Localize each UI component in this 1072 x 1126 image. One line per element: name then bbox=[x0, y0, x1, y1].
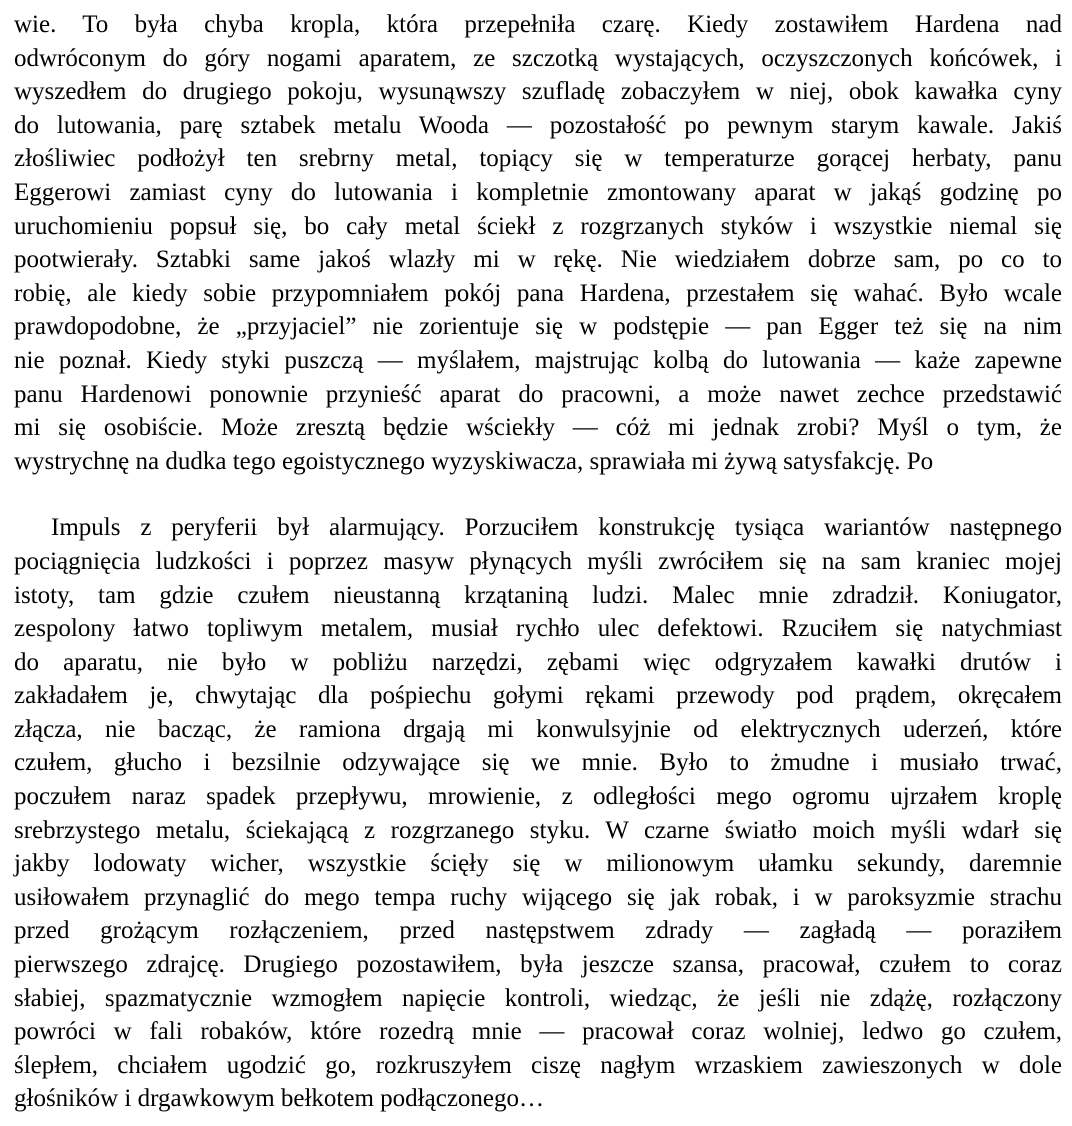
text-line: usiłowałem przynaglić do mego tempa ruchy wijącego się jak robak, i w paroksyzmie strachu bbox=[14, 883, 1062, 911]
text-line: zespolony łatwo topliwym metalem, musiał rychło ulec defektowi. Rzuciłem się natychmiast bbox=[14, 615, 1062, 643]
text-line: pierwszego zdrajcę. Drugiego pozostawiłem, była jeszcze szansa, pracował, czułem to coraz bbox=[14, 951, 1062, 979]
text-line: przed grożącym rozłączeniem, przed następstwem zdrady — zagładą — poraziłem bbox=[14, 917, 1062, 945]
text-line: mi się osobiście. Może zresztą będzie wściekły — cóż mi jednak zrobi? Myśl o tym, że bbox=[14, 414, 1062, 442]
text-line: pociągnięcia ludzkości i poprzez masyw płynących myśli zwróciłem się na sam kraniec mojej bbox=[14, 547, 1062, 575]
text-line: wystrychnę na dudka tego egoistycznego wyzyskiwacza, sprawiała mi żywą satysfakcję. Po bbox=[14, 447, 934, 475]
text-line: Eggerowi zamiast cyny do lutowania i kompletnie zmontowany aparat w jakąś godzinę po bbox=[14, 178, 1062, 206]
text-line: robię, ale kiedy sobie przypomniałem pokój pana Hardena, przestałem się wahać. Było wcale bbox=[14, 279, 1062, 307]
text-line: istoty, tam gdzie czułem nieustanną krzątaniną ludzi. Malec mnie zdradził. Koniugator, bbox=[14, 581, 1062, 609]
text-line: Impuls z peryferii był alarmujący. Porzuciłem konstrukcję tysiąca wariantów następnego bbox=[51, 514, 1062, 542]
text-line: wie. To była chyba kropla, która przepełniła czarę. Kiedy zostawiłem Hardena nad bbox=[14, 11, 1062, 38]
text-line: odwróconym do góry nogami aparatem, ze szczotką wystających, oczyszczonych końcówek, i bbox=[14, 44, 1062, 72]
text-line: zakładałem je, chwytając dla pośpiechu gołymi rękami przewody pod prądem, okręcałem bbox=[14, 682, 1062, 710]
text-line: srebrzystego metalu, ściekającą z rozgrzanego styku. W czarne światło moich myśli wdarł się bbox=[14, 816, 1062, 844]
text-line: złośliwiec podłożył ten srebrny metal, topiący się w temperaturze gorącej herbaty, panu bbox=[14, 145, 1062, 173]
text-line: nie poznał. Kiedy styki puszczą — myślałem, majstrując kolbą do lutowania — każe zapewne bbox=[14, 346, 1062, 374]
paragraph-2 bbox=[14, 511, 1062, 1116]
text-line: głośników i drgawkowym bełkotem podłączonego… bbox=[14, 1085, 545, 1113]
text-line: poczułem naraz spadek przepływu, mrowienie, z odległości mego ogromu ujrzałem kroplę bbox=[14, 783, 1062, 811]
text-line: do aparatu, nie było w pobliżu narzędzi, zębami więc odgryzałem kawałki drutów i bbox=[14, 648, 1062, 676]
text-line: ślepłem, chciałem ugodzić go, rozkruszyłem ciszę nagłym wrzaskiem zawieszonych w dole bbox=[14, 1051, 1062, 1079]
text-line: złącza, nie bacząc, że ramiona drgają mi konwulsyjnie od elektrycznych uderzeń, które bbox=[14, 715, 1062, 743]
text-line: do lutowania, parę sztabek metalu Wooda — pozostałość po pewnym starym kawale. Jakiś bbox=[14, 111, 1062, 139]
text-line: czułem, głucho i bezsilnie odzywające się we mnie. Było to żmudne i musiało trwać, bbox=[14, 749, 1062, 777]
text-line: wyszedłem do drugiego pokoju, wysunąwszy szufladę zobaczyłem w niej, obok kawałka cyny bbox=[14, 78, 1062, 106]
text-line: powróci w fali robaków, które rozedrą mnie — pracował coraz wolniej, ledwo go czułem, bbox=[14, 1018, 1062, 1046]
text-line: słabiej, spazmatycznie wzmogłem napięcie kontroli, wiedząc, że jeśli nie zdążę, rozłączony bbox=[14, 984, 1062, 1012]
paragraph-1 bbox=[14, 8, 1062, 478]
text-line: prawdopodobne, że „przyjaciel” nie zorientuje się w podstępie — pan Egger też się na nim bbox=[14, 313, 1062, 341]
text-line: pootwierały. Sztabki same jakoś wlazły mi w rękę. Nie wiedziałem dobrze sam, po co to bbox=[14, 246, 1062, 274]
text-line: panu Hardenowi ponownie przynieść aparat do pracowni, a może nawet zechce przedstawić bbox=[14, 380, 1062, 408]
text-line: uruchomieniu popsuł się, bo cały metal ściekł z rozgrzanych styków i wszystkie niemal się bbox=[14, 212, 1062, 240]
text-line: jakby lodowaty wicher, wszystkie ścięły się w milionowym ułamku sekundy, daremnie bbox=[14, 850, 1062, 878]
